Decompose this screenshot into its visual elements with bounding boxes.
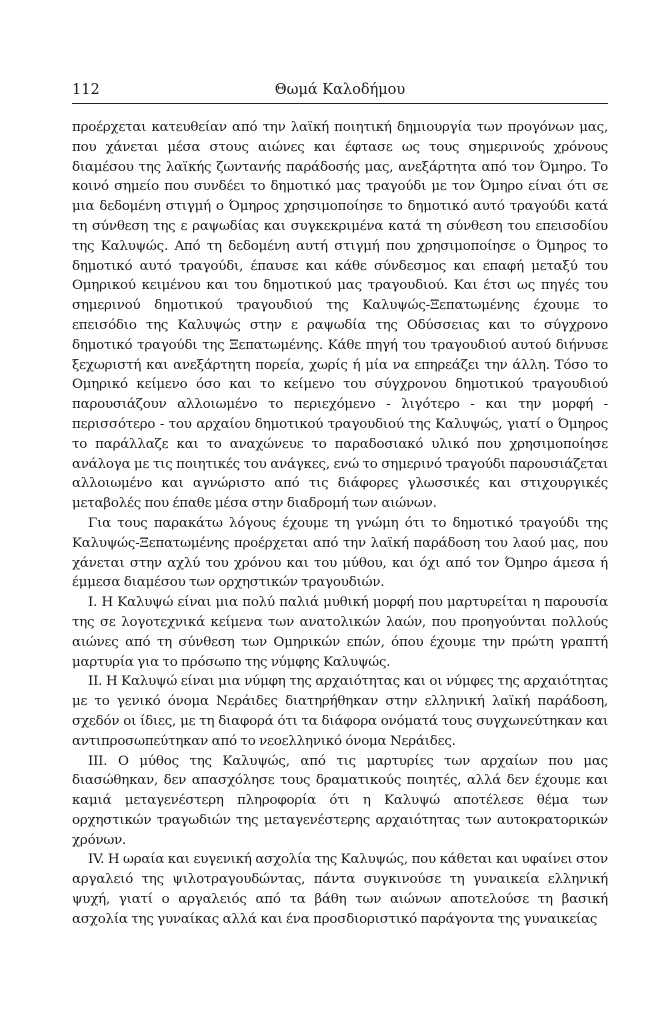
paragraph-reason-1: Ι. Η Καλυψώ είναι μια πολύ παλιά μυθική μορφή που μαρτυρείται η παρουσία της σε λογοτεχνικά κείμενα των ανατολικών λαών, που προηγούνται πολλούς αιώνες από τη σύνθεση των Ομηρικών επών, όπου έχουμε την πρώτη γραπτή μαρτυρία για το πρόσωπο της νύμφης Καλυψώς. — [72, 595, 608, 670]
body-text — [72, 118, 608, 930]
running-title: Θωμά Καλοδήμου — [274, 82, 406, 98]
page-number: 112 — [72, 82, 100, 98]
paragraph-reason-4: IV. Η ωραία και ευγενική ασχολία της Καλυψώς, που κάθεται και υφαίνει στον αργαλειό της ψιλοτραγουδώντας, πάντα συγκινούσε τη γυναικεία ελληνική ψυχή, γιατί ο αργαλειός από τα βάθη των αιώνων αποτελούσε τη βασική ασχολία της γυναίκας αλλά και ένα προσδιοριστικό παράγοντα της γυναικείας — [72, 852, 608, 927]
page-header — [72, 80, 608, 100]
paragraph-reason-3: ΙΙΙ. Ο μύθος της Καλυψώς, από τις μαρτυρίες των αρχαίων που μας διασώθηκαν, δεν απασχόλησε τους δραματικούς ποιητές, αλλά δεν έχουμε και καμιά μεταγενέστερη πληροφορία ότι η Καλυψώ αποτέλεσε θέμα των ορχηστικών τραγωδιών της μεταγενέστερης αρχαιότητας των αυτοκρατορικών χρόνων. — [72, 753, 608, 848]
paragraph-continued: προέρχεται κατευθείαν από την λαϊκή ποιητική δημιουργία των προγόνων μας, που χάνεται μέσα στους αιώνες και έφτασε ως τους σημερινούς χρόνους διαμέσου της λαϊκής ζωντανής παράδοσής μας, ανεξάρτητα από τον Όμηρο. Το κοινό σημείο που συνδέει το δημοτικό μας τραγούδι με τον Όμηρο είναι ότι σε μια δεδομένη στιγμή ο Όμηρος χρησιμοποίησε το δημοτικό αυτό τραγούδι κατά τη σύνθεση της ε ραψωδίας και συγκεκριμένα κατά τη σύνθεση του επεισοδίου της Καλυψώς. Από τη δεδομένη αυτή στιγμή που χρησιμοποίησε ο Όμηρος το δημοτικό αυτό τραγούδι, έπαυσε και κάθε σύνδεσμος και επαφή μεταξύ του Ομηρικού κειμένου και του δημοτικού μας τραγουδιού. Και έτσι ως πηγές του σημερινού δημοτικού τραγουδιού της Καλυψώς-Ξεπατωμένης έχουμε το επεισόδιο της Καλυψώς στην ε ραψωδία της Οδύσσειας και το σύγχρονο δημοτικό τραγούδι της Ξεπατωμένης. Κάθε πηγή του τραγουδιού αυτού διήνυσε ξεχωριστή και ανεξάρτητη πορεία, χωρίς ή μία να επηρεάζει την άλλη. Τόσο το Ομηρικό κείμενο όσο και το κείμενο του σύγχρονου δημοτικού τραγουδιού παρουσιάζουν αλλοιωμένο το περιεχόμενο - λιγότερο - και την μορφή - περισσότερο - του αρχαίου δημοτικού τραγουδιού της Καλυψώς, γιατί ο Όμηρος το παράλλαζε και το αναχώνευε το παραδοσιακό υλικό που χρησιμοποίησε ανάλογα με τις ποιητικές του ανάγκες, ενώ το σημερινό τραγούδι παρουσιάζεται αλλοιωμένο και αγνώριστο από τις διάφορες γλωσσικές και στιχουργικές μεταβολές που έπαθε μέσα στην διαδρομή των αιώνων. — [72, 120, 608, 512]
header-rule — [72, 103, 608, 104]
paragraph-reasons-intro: Για τους παρακάτω λόγους έχουμε τη γνώμη ότι το δημοτικό τραγούδι της Καλυψώς-Ξεπατωμένης προέρχεται από την λαϊκή παράδοση του λαού μας, που χάνεται στην αχλύ του χρόνου και του μύθου, και όχι από τον Όμηρο άμεσα ή έμμεσα διαμέσου των ορχηστικών τραγουδιών. — [72, 515, 608, 591]
paragraph-reason-2: ΙΙ. Η Καλυψώ είναι μια νύμφη της αρχαιότητας και οι νύμφες της αρχαιότητας με το γενικό όνομα Νεράιδες διατηρήθηκαν στην ελληνική λαϊκή παράδοση, σχεδόν οι ίδιες, με τη διαφορά ότι τα διάφορα ονόματά τους συγχωνεύτηκαν και αντιπροσωπεύτηκαν από το νεοελληνικό όνομα Νεράιδες. — [72, 674, 608, 749]
